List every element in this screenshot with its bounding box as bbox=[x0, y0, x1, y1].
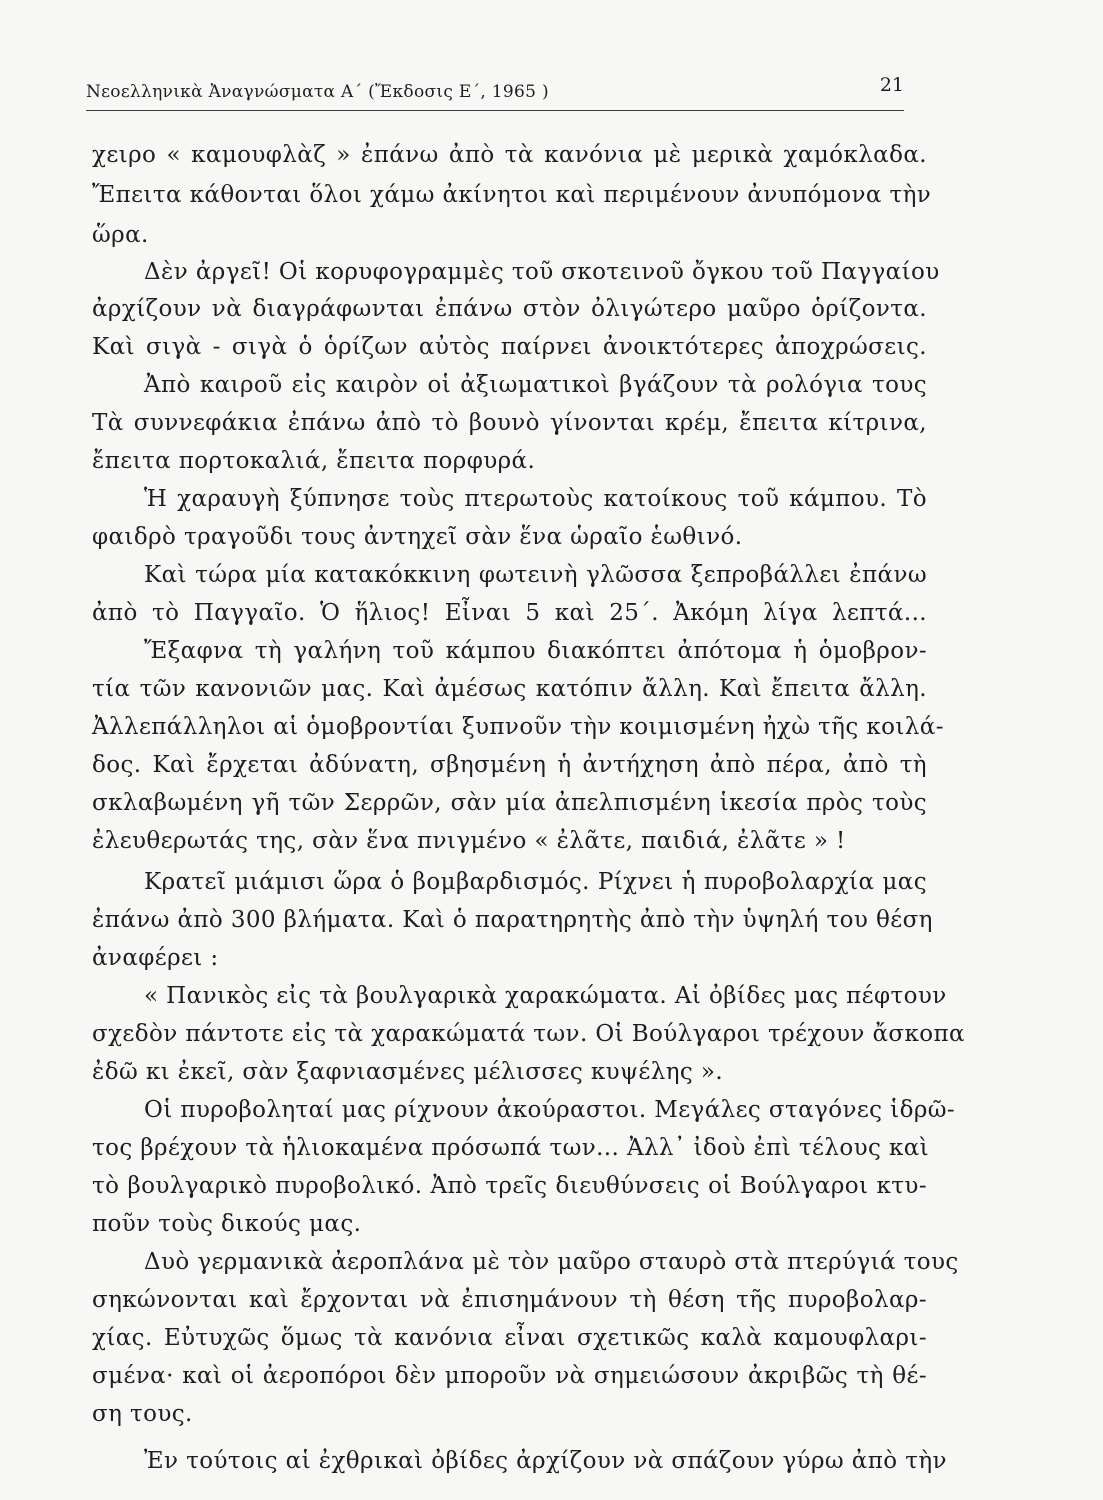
text-line: χειρο « καμουφλὰζ » ἐπάνω ἀπὸ τὰ κανόνια μὲ μερικὰ χαμόκλαδα. bbox=[92, 142, 927, 168]
text-line: ἀρχίζουν νὰ διαγράφωνται ἐπάνω στὸν ὀλιγώτερο μαῦρο ὁρίζοντα. bbox=[92, 296, 927, 322]
text-line: σμένα· καὶ οἱ ἀεροπόροι δὲν μποροῦν νὰ σημειώσουν ἀκριβῶς τὴ θέ- bbox=[92, 1363, 927, 1389]
text-line: ἀπὸ τὸ Παγγαῖο. Ὁ ἥλιος! Εἶναι 5 καὶ 25΄. Ἀκόμη λίγα λεπτά... bbox=[92, 600, 927, 626]
text-line: ἐδῶ κι ἐκεῖ, σὰν ξαφνιασμένες μέλισσες κυψέλης ». bbox=[92, 1059, 724, 1085]
text-line: δος. Καὶ ἔρχεται ἀδύνατη, σβησμένη ἡ ἀντήχηση ἀπὸ πέρα, ἀπὸ τὴ bbox=[92, 752, 927, 778]
text-line: ἔπειτα πορτοκαλιά, ἔπειτα πορφυρά. bbox=[92, 448, 536, 474]
text-line: Ἔπειτα κάθονται ὅλοι χάμω ἀκίνητοι καὶ περιμένουν ἀνυπόμονα τὴν bbox=[92, 182, 932, 208]
running-title: Νεοελληνικὰ Ἀναγνώσματα Α΄ (Ἔκδοσις Ε΄, 1965 ) bbox=[86, 82, 549, 102]
text-line: ἐλευθερωτάς της, σὰν ἕνα πνιγμένο « ἐλᾶτε, παιδιά, ἐλᾶτε » ! bbox=[92, 828, 846, 854]
text-line: Καὶ σιγὰ - σιγὰ ὁ ὁρίζων αὐτὸς παίρνει ἀνοικτότερες ἀποχρώσεις. bbox=[92, 334, 927, 360]
running-head bbox=[86, 74, 904, 114]
text-line: Τὰ συννεφάκια ἐπάνω ἀπὸ τὸ βουνὸ γίνονται κρέμ, ἔπειτα κίτρινα, bbox=[92, 410, 927, 436]
text-line: τία τῶν κανονιῶν μας. Καὶ ἀμέσως κατόπιν ἄλλη. Καὶ ἔπειτα ἄλλη. bbox=[92, 676, 927, 702]
header-rule bbox=[86, 110, 904, 111]
text-line: Δυὸ γερμανικὰ ἀεροπλάνα μὲ τὸν μαῦρο σταυρὸ στὰ πτερύγιά τους bbox=[144, 1249, 959, 1275]
text-line: ση τους. bbox=[92, 1401, 193, 1427]
text-line: Ἀλλεπάλληλοι αἱ ὁμοβροντίαι ξυπνοῦν τὴν κοιμισμένη ἠχὼ τῆς κοιλά- bbox=[92, 714, 944, 740]
text-line: Ἐν τούτοις αἱ ἐχθρικαὶ ὀβίδες ἀρχίζουν νὰ σπάζουν γύρω ἀπὸ τὴν bbox=[144, 1448, 947, 1474]
text-line: Ἀπὸ καιροῦ εἰς καιρὸν οἱ ἀξιωματικοὶ βγάζουν τὰ ρολόγια τους bbox=[144, 372, 927, 398]
text-line: Κρατεῖ μιάμισι ὥρα ὁ βομβαρδισμός. Ρίχνει ἡ πυροβολαρχία μας bbox=[144, 869, 927, 895]
text-line: Ἔξαφνα τὴ γαλήνη τοῦ κάμπου διακόπτει ἀπότομα ἡ ὁμοβρον- bbox=[144, 638, 927, 664]
text-line: ὥρα. bbox=[92, 222, 149, 248]
text-line: φαιδρὸ τραγοῦδι τους ἀντηχεῖ σὰν ἕνα ὡραῖο ἑωθινό. bbox=[92, 524, 743, 550]
text-line: Οἱ πυροβοληταί μας ρίχνουν ἀκούραστοι. Μεγάλες σταγόνες ἱδρῶ- bbox=[144, 1097, 956, 1123]
text-line: Ἡ χαραυγὴ ξύπνησε τοὺς πτερωτοὺς κατοίκους τοῦ κάμπου. Τὸ bbox=[144, 486, 927, 512]
text-line: τὸ βουλγαρικὸ πυροβολικό. Ἀπὸ τρεῖς διευθύνσεις οἱ Βούλγαροι κτυ- bbox=[92, 1173, 927, 1199]
page-number: 21 bbox=[879, 74, 904, 96]
text-line: τος βρέχουν τὰ ἡλιοκαμένα πρόσωπά των... Ἀλλ᾽ ἰδοὺ ἐπὶ τέλους καὶ bbox=[92, 1135, 930, 1161]
text-line: χίας. Εὐτυχῶς ὅμως τὰ κανόνια εἶναι σχετικῶς καλὰ καμουφλαρι- bbox=[92, 1325, 927, 1351]
text-line: ἐπάνω ἀπὸ 300 βλήματα. Καὶ ὁ παρατηρητὴς ἀπὸ τὴν ὑψηλή του θέση bbox=[92, 907, 933, 933]
text-line: « Πανικὸς εἰς τὰ βουλγαρικὰ χαρακώματα. Αἱ ὀβίδες μας πέφτουν bbox=[144, 983, 947, 1009]
text-line: Δὲν ἀργεῖ! Οἱ κορυφογραμμὲς τοῦ σκοτεινοῦ ὄγκου τοῦ Παγγαίου bbox=[144, 259, 940, 285]
text-line: σηκώνονται καὶ ἔρχονται νὰ ἐπισημάνουν τὴ θέση τῆς πυροβολαρ- bbox=[92, 1287, 927, 1313]
text-line: ἀναφέρει : bbox=[92, 945, 219, 971]
text-line: Καὶ τώρα μία κατακόκκινη φωτεινὴ γλῶσσα ξεπροβάλλει ἐπάνω bbox=[144, 562, 927, 588]
text-line: ποῦν τοὺς δικούς μας. bbox=[92, 1211, 362, 1237]
text-line: σχεδὸν πάντοτε εἰς τὰ χαρακώματά των. Οἱ Βούλγαροι τρέχουν ἄσκοπα bbox=[92, 1021, 965, 1047]
text-line: σκλαβωμένη γῆ τῶν Σερρῶν, σὰν μία ἀπελπισμένη ἱκεσία πρὸς τοὺς bbox=[92, 790, 927, 816]
